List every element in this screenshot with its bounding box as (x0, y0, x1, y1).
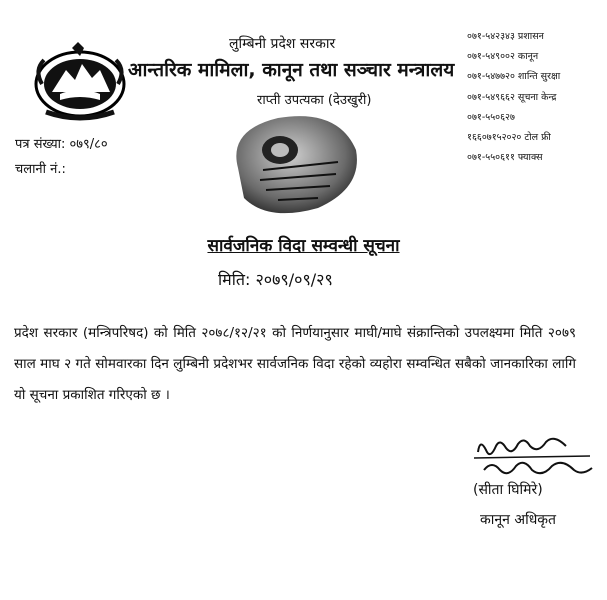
notice-subject-text: सार्वजनिक विदा सम्वन्धी सूचना (207, 236, 400, 256)
notice-date: मिति: २०७९/०९/२९ (218, 270, 333, 289)
contact-item: ०७१-५४९६६२ सूचना केन्द्र (467, 91, 557, 103)
signatory-title: कानून अधिकृत (480, 512, 557, 528)
handwritten-signature-icon (470, 432, 600, 480)
header-ministry-title: आन्तरिक मामिला, कानून तथा सञ्चार मन्त्रालय (128, 59, 455, 81)
contact-list (467, 27, 560, 168)
signatory-name: (सीता घिमिरे) (473, 482, 543, 498)
contact-item: ०७१-५५०६२७ (467, 111, 515, 123)
notice-subject (0, 233, 607, 256)
header-location: राप्ती उपत्यका (देउखुरी) (257, 93, 372, 108)
header-government-name: लुम्बिनी प्रदेश सरकार (229, 36, 336, 52)
contact-item: ०७१-५४२३४३ प्रशासन (467, 31, 544, 42)
contact-item: ०७१-५४९००२ कानून (467, 51, 539, 63)
contact-item: १६६०७१५२०२० टोल फ्री (467, 132, 551, 144)
government-emblem-icon (30, 40, 130, 124)
dispatch-number: चलानी नं.: (15, 162, 66, 177)
contact-item: ०७१-५४७७२० शान्ति सुरक्षा (467, 71, 561, 83)
letter-number: पत्र संख्या: ०७९/८० (15, 137, 108, 152)
official-stamp-icon (218, 110, 363, 218)
notice-body: प्रदेश सरकार (मन्त्रिपरिषद) को मिति २०७८/१२/२१ को निर्णयानुसार माघी/माघे संक्रान्तिको उपलक्ष्यमा मिति २०७९ साल माघ २ गते सोमवारका दिन लुम्बिनी प्रदेशभर सार्वजनिक विदा रहेको व्यहोरा सम्वन्धित सबैको जानकारिका लागि यो सूचना प्रकाशित गरिएको छ । (14, 325, 576, 403)
contact-item: ०७१-५५०६११ फ्याक्स (467, 152, 543, 164)
